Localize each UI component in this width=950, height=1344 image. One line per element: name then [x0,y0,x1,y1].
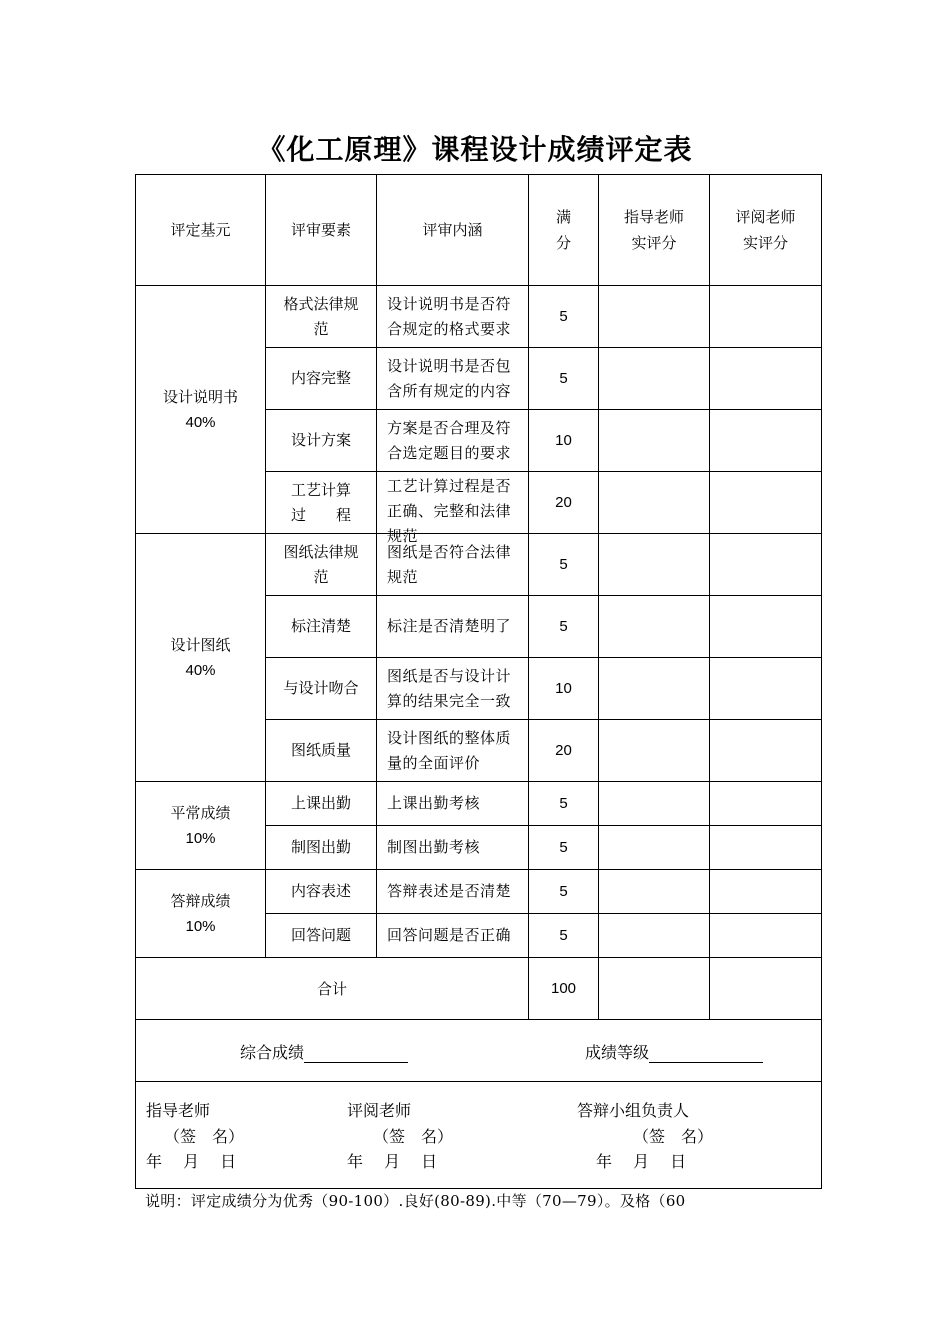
description-cell [377,826,529,870]
advisor-score-cell[interactable] [599,596,710,658]
group-name: 平常成绩 [170,803,231,822]
header-full-score-line1: 满 [555,208,571,226]
group-weight: 10% [185,917,216,935]
advisor-score-cell[interactable] [599,472,710,534]
full-score-cell: 20 [529,720,599,782]
header-full-score [529,175,599,286]
reviewer-score-cell[interactable] [710,914,822,958]
description-text: 设计说明书是否包含所有规定的内容 [387,356,512,400]
requirement-cell [266,826,377,870]
footnote: 说明：评定成绩分为优秀（90-100）.良好(80-89).中等（70—79）。及格（60 [145,1192,686,1210]
reviewer-score-cell[interactable] [710,348,822,410]
reviewer-total-cell[interactable] [710,958,822,1020]
requirement-line: 与设计吻合 [283,679,359,697]
header-reviewer-line2: 实评分 [742,234,788,252]
full-score-cell: 5 [529,348,599,410]
full-score-cell: 5 [529,534,599,596]
committee-date-field[interactable]: 年 月 日 [596,1152,687,1171]
grade-level-field [585,1040,763,1063]
reviewer-score-cell[interactable] [710,410,822,472]
advisor-date-field[interactable]: 年 月 日 [146,1152,237,1171]
grade-level-blank[interactable] [649,1044,763,1063]
description-cell [377,658,529,720]
reviewer-score-cell[interactable] [710,472,822,534]
full-score-cell: 5 [529,286,599,348]
advisor-total-cell[interactable] [599,958,710,1020]
advisor-score-cell[interactable] [599,410,710,472]
requirement-line: 范 [313,567,329,586]
header-reviewer-score [710,175,822,286]
full-score-cell: 20 [529,472,599,534]
overall-grade-blank[interactable] [304,1044,408,1063]
description-text: 标注是否清楚明了 [387,617,512,635]
advisor-score-cell[interactable] [599,720,710,782]
committee-sign-field[interactable]: （签 名） [633,1127,714,1146]
requirement-cell [266,870,377,914]
description-text: 制图出勤考核 [387,838,481,856]
reviewer-score-cell[interactable] [710,658,822,720]
group-cell-defense [136,870,266,958]
description-text: 答辩表述是否清楚 [387,882,512,900]
group-cell-regular [136,782,266,870]
requirement-line: 图纸法律规 [283,542,359,561]
group-cell-design-spec [136,286,266,534]
requirement-cell [266,914,377,958]
description-cell [377,596,529,658]
table-row [136,286,822,348]
group-name: 答辩成绩 [170,891,231,910]
header-advisor-line2: 实评分 [631,234,677,252]
description-text: 回答问题是否正确 [387,926,512,944]
reviewer-date-field[interactable]: 年 月 日 [347,1152,438,1171]
reviewer-score-cell[interactable] [710,826,822,870]
requirement-line: 上课出勤 [290,794,351,812]
full-score-cell: 5 [529,870,599,914]
reviewer-sign-label: 评阅老师 [347,1101,412,1120]
group-weight: 40% [185,661,216,679]
description-text: 图纸是否与设计计算的结果完全一致 [387,666,512,710]
table-row [136,534,822,596]
requirement-line: 工艺计算 [290,480,351,499]
summary-cell [136,1020,822,1082]
requirement-cell [266,720,377,782]
group-weight: 10% [185,829,216,847]
advisor-score-cell[interactable] [599,914,710,958]
full-score-cell: 10 [529,410,599,472]
signature-row [136,1082,822,1189]
reviewer-score-cell[interactable] [710,534,822,596]
group-weight: 40% [185,413,216,431]
requirement-cell [266,286,377,348]
advisor-score-cell[interactable] [599,870,710,914]
header-row [136,175,822,286]
requirement-line: 过 程 [290,505,351,524]
requirement-cell [266,348,377,410]
description-text: 上课出勤考核 [387,794,481,812]
advisor-sign-label: 指导老师 [146,1101,211,1120]
description-cell [377,870,529,914]
page-title: 《化工原理》课程设计成绩评定表 [257,133,693,166]
reviewer-score-cell[interactable] [710,782,822,826]
signature-cell [136,1082,822,1189]
requirement-line: 图纸质量 [290,741,351,759]
advisor-score-cell[interactable] [599,826,710,870]
requirement-line: 标注清楚 [290,617,351,635]
requirement-line: 制图出勤 [290,838,351,856]
description-text: 设计说明书是否符合规定的格式要求 [387,294,512,338]
advisor-score-cell[interactable] [599,348,710,410]
description-text: 图纸是否符合法律规范 [387,542,512,586]
full-score-cell: 5 [529,914,599,958]
advisor-score-cell[interactable] [599,286,710,348]
total-row [136,958,822,1020]
requirement-line: 设计方案 [290,431,351,449]
header-advisor-line1: 指导老师 [623,208,684,226]
committee-sign-label: 答辩小组负责人 [577,1101,690,1120]
requirement-cell [266,534,377,596]
header-requirement: 评审要素 [266,175,377,286]
reviewer-score-cell[interactable] [710,870,822,914]
reviewer-score-cell[interactable] [710,596,822,658]
total-score: 100 [529,958,599,1020]
advisor-sign-field[interactable]: （签 名） [164,1127,245,1146]
group-cell-drawings [136,534,266,782]
advisor-score-cell[interactable] [599,782,710,826]
requirement-line: 内容表述 [290,882,351,900]
advisor-score-cell[interactable] [599,534,710,596]
requirement-cell [266,410,377,472]
requirement-cell [266,782,377,826]
grade-level-label: 成绩等级 [585,1043,650,1062]
requirement-line: 范 [313,319,329,338]
reviewer-sign-field[interactable]: （签 名） [373,1127,454,1146]
full-score-cell: 10 [529,658,599,720]
full-score-cell: 5 [529,826,599,870]
requirement-cell [266,596,377,658]
full-score-cell: 5 [529,596,599,658]
description-cell [377,286,529,348]
reviewer-score-cell[interactable] [710,720,822,782]
description-cell [377,720,529,782]
score-table [135,174,822,1189]
description-cell [377,534,529,596]
requirement-cell [266,472,377,534]
description-cell [377,914,529,958]
requirement-line: 回答问题 [290,926,351,944]
description-cell [377,782,529,826]
requirement-line: 内容完整 [290,369,351,387]
full-score-cell: 5 [529,782,599,826]
reviewer-score-cell[interactable] [710,286,822,348]
header-unit: 评定基元 [136,175,266,286]
description-cell [377,472,529,545]
total-label: 合计 [136,958,529,1020]
header-reviewer-line1: 评阅老师 [735,208,796,226]
description-text: 设计图纸的整体质量的全面评价 [387,728,512,772]
table-row [136,870,822,914]
header-advisor-score [599,175,710,286]
table-row [136,782,822,826]
description-cell [377,410,529,472]
summary-row [136,1020,822,1082]
overall-grade-label: 综合成绩 [240,1043,305,1062]
requirement-line: 格式法律规 [283,294,359,313]
header-content: 评审内涵 [377,175,529,286]
description-cell [377,348,529,410]
description-text: 工艺计算过程是否正确、完整和法律规范 [387,476,512,545]
requirement-cell [266,658,377,720]
overall-grade-field [240,1040,408,1063]
header-full-score-line2: 分 [555,234,571,252]
group-name: 设计图纸 [170,635,231,654]
advisor-score-cell[interactable] [599,658,710,720]
group-name: 设计说明书 [162,387,238,406]
description-text: 方案是否合理及符合选定题目的要求 [387,418,512,462]
